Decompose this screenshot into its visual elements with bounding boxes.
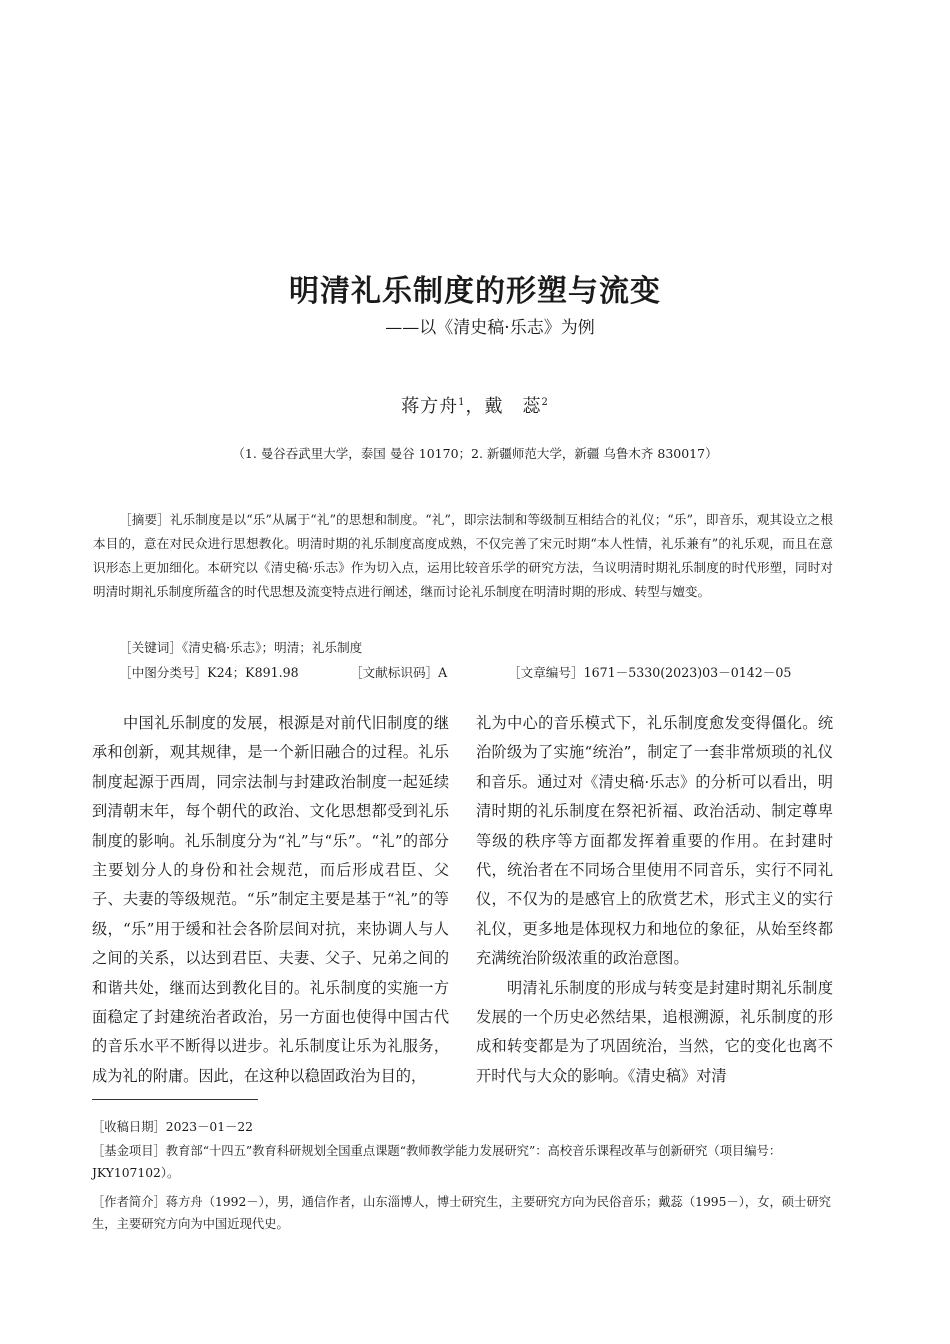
body-paragraph: 中国礼乐制度的发展，根源是对前代旧制度的继承和创新，观其规律，是一个新旧融合的过程。礼乐制度起源于西周，同宗法制与封建政治制度一起延续到清朝末年，每个朝代的政治、文化思想都受到礼乐制度的影响。礼乐制度分为“礼”与“乐”。“礼”的部分主要划分人的身份和社会规范，而后形成君臣、父子、夫妻的等级规范。“乐”制定主要是基于“礼”的等级，“乐”用于缓和社会各阶层间对抗，来协调人与人之间的关系，以达到君臣、夫妻、父子、兄弟之间的和谐共处，继而达到教化目的。礼乐制度的实施一方面稳定了封建统治者政治，另一方面也使得中国古代的音乐水平不断得以进步。礼乐制度让乐为礼服务，成为礼的附庸。因此，在这种以稳固政治为目的， — [92, 714, 449, 1085]
body-paragraph: 礼为中心的音乐模式下，礼乐制度愈发变得僵化。统治阶级为了实施“统治”，制定了一套非常烦琐的礼仪和音乐。通过对《清史稿·乐志》的分析可以看出，明清时期的礼乐制度在祭祀祈福、政治活动、制定尊卑等级的秩序等方面都发挥着重要的作用。在封建时代，统治者在不同场合里使用不同音乐，实行不同礼仪，不仅为的是感官上的欣赏艺术，形式主义的实行礼仪，更多地是体现权力和地位的象征，从始至终都充满统治阶级浓重的政治意图。 — [476, 714, 833, 968]
author-line — [0, 392, 950, 418]
fund-label: ［基金项目］ — [92, 1144, 166, 1158]
author-separator: ， — [465, 396, 485, 417]
received-text: 2023－01－22 — [165, 1120, 253, 1134]
document-code-text: A — [438, 665, 448, 680]
received-label: ［收稿日期］ — [92, 1120, 166, 1134]
article-number — [508, 662, 791, 681]
body-column-left — [92, 709, 449, 1091]
classification — [119, 662, 299, 681]
footnote-author-bio — [92, 1191, 832, 1235]
document-code — [350, 662, 447, 681]
author-bio-text: 蒋方舟（1992－），男，通信作者，山东淄博人，博士研究生，主要研究方向为民俗音乐；戴蕊（1995－），女，硕士研究生，主要研究方向为中国近现代史。 — [92, 1195, 831, 1231]
footnote-fund — [92, 1140, 832, 1184]
article-number-label: ［文章编号］ — [508, 665, 584, 680]
body-column-right — [476, 709, 833, 1091]
document-code-label: ［文献标识码］ — [350, 665, 439, 680]
article-number-text: 1671－5330(2023)03－0142－05 — [583, 665, 792, 680]
classification-text: K24；K891.98 — [207, 665, 299, 680]
author-1-sup: 1 — [458, 397, 466, 408]
abstract-label: ［摘要］ — [119, 512, 170, 527]
paper-subtitle: ——以《清史稿·乐志》为例 — [385, 318, 595, 338]
body-paragraph: 明清礼乐制度的形成与转变是封建时期礼乐制度发展的一个历史必然结果，追根溯源，礼乐制度的形成和转变都是为了巩固统治，当然，它的变化也离不开时代与大众的影响。《清史稿》对清 — [476, 978, 833, 1085]
author-1-name: 蒋方舟 — [401, 396, 459, 417]
paper-title: 明清礼乐制度的形塑与流变 — [289, 274, 661, 309]
keywords-text: 《清史稿·乐志》；明清；礼乐制度 — [181, 640, 363, 655]
classification-label: ［中图分类号］ — [119, 665, 208, 680]
author-2-sup: 2 — [541, 397, 549, 408]
fund-text: 教育部“十四五”教育科研规划全国重点课题“教师教学能力发展研究”：高校音乐课程改革与创新研究（项目编号：JKY107102）。 — [92, 1144, 782, 1180]
keywords — [119, 637, 362, 656]
author-2-name: 戴 蕊 — [484, 396, 542, 417]
affiliation: （1. 曼谷吞武里大学，泰国 曼谷 10170；2. 新疆师范大学，新疆 乌鲁木齐 830017） — [232, 446, 718, 461]
author-bio-label: ［作者简介］ — [92, 1195, 166, 1209]
abstract-text: 礼乐制度是以“乐”从属于“礼”的思想和制度。“礼”，即宗法制和等级制互相结合的礼仪；“乐”，即音乐，观其设立之根本目的，意在对民众进行思想教化。明清时期的礼乐制度高度成熟，不仅完善了宋元时期“本人性情，礼乐兼有”的礼乐观，而且在意识形态上更加细化。本研究以《清史稿·乐志》作为切入点，运用比较音乐学的研究方法，刍议明清时期礼乐制度的时代形塑，同时对明清时期礼乐制度所蕴含的时代思想及流变特点进行阐述，继而讨论礼乐制度在明清时期的形成、转型与嬗变。 — [93, 512, 833, 599]
abstract — [93, 508, 833, 604]
keywords-label: ［关键词］ — [119, 640, 182, 655]
footnote-divider — [92, 1099, 258, 1100]
footnote-received-date — [92, 1116, 832, 1138]
